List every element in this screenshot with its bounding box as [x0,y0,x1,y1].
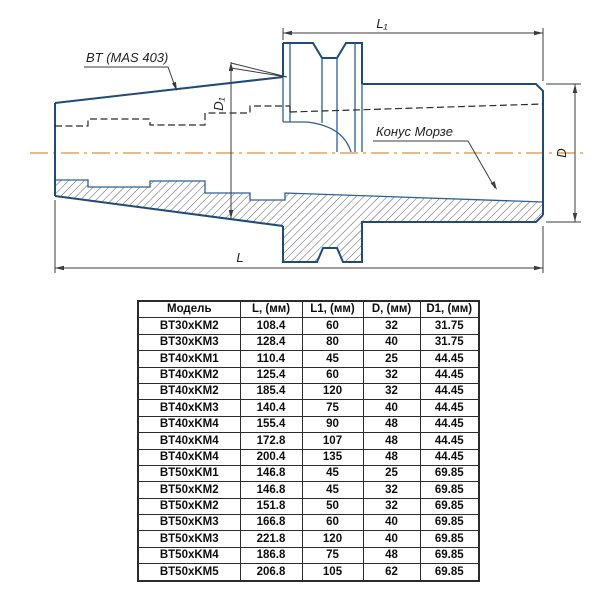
table-row [138,564,479,581]
table-row [138,547,479,563]
value-cell: 60 [302,367,363,383]
value-cell: 32 [363,498,420,514]
value-cell: 50 [302,498,363,514]
value-cell: 69.85 [420,465,479,481]
value-cell: 25 [363,465,420,481]
value-cell: 45 [302,351,363,367]
column-header-model: Модель [138,301,240,318]
value-cell: 200.4 [240,449,302,465]
value-cell: 221.8 [240,531,302,547]
model-cell: BT50xKM3 [138,515,240,531]
model-cell: BT50xKM1 [138,465,240,481]
table-row [138,515,479,531]
value-cell: 69.85 [420,515,479,531]
header-row [138,301,479,318]
table-row [138,433,479,449]
dim-l-label: L [236,250,244,265]
value-cell: 75 [302,400,363,416]
model-cell: BT50xKM5 [138,564,240,581]
bt-standard-text: BT (MAS 403) [86,50,169,65]
value-cell: 69.85 [420,498,479,514]
value-cell: 31.75 [420,318,479,334]
spec-table [137,300,480,582]
value-cell: 60 [302,515,363,531]
value-cell: 40 [363,531,420,547]
table-row [138,383,479,399]
value-cell: 44.45 [420,383,479,399]
value-cell: 146.8 [240,482,302,498]
value-cell: 32 [363,367,420,383]
value-cell: 151.8 [240,498,302,514]
model-cell: BT40xKM2 [138,367,240,383]
table-row [138,367,479,383]
value-cell: 45 [302,465,363,481]
morse-taper-text: Конус Морзе [376,124,453,139]
value-cell: 48 [363,547,420,563]
value-cell: 32 [363,318,420,334]
dim-l1-label: L₁ [376,16,388,31]
value-cell: 120 [302,531,363,547]
value-cell: 44.45 [420,400,479,416]
value-cell: 135 [302,449,363,465]
model-cell: BT50xKM2 [138,482,240,498]
value-cell: 44.45 [420,367,479,383]
value-cell: 80 [302,334,363,350]
table-row [138,400,479,416]
value-cell: 25 [363,351,420,367]
model-cell: BT40xKM4 [138,433,240,449]
value-cell: 172.8 [240,433,302,449]
value-cell: 75 [302,547,363,563]
value-cell: 166.8 [240,515,302,531]
hidden-bore-lines [55,104,543,126]
value-cell: 69.85 [420,564,479,581]
value-cell: 48 [363,433,420,449]
model-cell: BT40xKM3 [138,400,240,416]
value-cell: 206.8 [240,564,302,581]
table-row [138,334,479,350]
value-cell: 69.85 [420,547,479,563]
value-cell: 45 [302,482,363,498]
value-cell: 186.8 [240,547,302,563]
value-cell: 44.45 [420,351,479,367]
dim-d1-label: D₁ [211,97,226,111]
value-cell: 32 [363,482,420,498]
value-cell: 40 [363,400,420,416]
value-cell: 44.45 [420,416,479,432]
value-cell: 146.8 [240,465,302,481]
value-cell: 40 [363,515,420,531]
model-cell: BT30xKM3 [138,334,240,350]
value-cell: 90 [302,416,363,432]
table-row [138,318,479,334]
model-cell: BT40xKM4 [138,416,240,432]
value-cell: 40 [363,334,420,350]
label-morse-taper [373,124,497,190]
value-cell: 31.75 [420,334,479,350]
table-row [138,416,479,432]
value-cell: 44.45 [420,433,479,449]
value-cell: 69.85 [420,482,479,498]
model-cell: BT40xKM4 [138,449,240,465]
value-cell: 44.45 [420,449,479,465]
value-cell: 32 [363,383,420,399]
table-row [138,465,479,481]
table-row [138,482,479,498]
value-cell: 105 [302,564,363,581]
table-row [138,498,479,514]
value-cell: 107 [302,433,363,449]
value-cell: 120 [302,383,363,399]
model-cell: BT30xKM2 [138,318,240,334]
dim-d-label: D [554,148,569,158]
spec-table-body [138,318,479,581]
value-cell: 108.4 [240,318,302,334]
value-cell: 60 [302,318,363,334]
value-cell: 62 [363,564,420,581]
column-header-l1: L1, (мм) [302,301,363,318]
value-cell: 185.4 [240,383,302,399]
model-cell: BT40xKM2 [138,383,240,399]
value-cell: 155.4 [240,416,302,432]
column-header-d1: D1, (мм) [420,301,479,318]
table-row [138,351,479,367]
value-cell: 48 [363,449,420,465]
table-row [138,449,479,465]
model-cell: BT40xKM1 [138,351,240,367]
model-cell: BT50xKM3 [138,531,240,547]
value-cell: 128.4 [240,334,302,350]
value-cell: 69.85 [420,531,479,547]
value-cell: 110.4 [240,351,302,367]
value-cell: 140.4 [240,400,302,416]
model-cell: BT50xKM2 [138,498,240,514]
column-header-l: L, (мм) [240,301,302,318]
value-cell: 125.4 [240,367,302,383]
table-row [138,531,479,547]
label-bt-standard [84,50,177,91]
value-cell: 48 [363,416,420,432]
model-cell: BT50xKM4 [138,547,240,563]
column-header-d: D, (мм) [363,301,420,318]
flange-bore-detail [283,43,362,152]
